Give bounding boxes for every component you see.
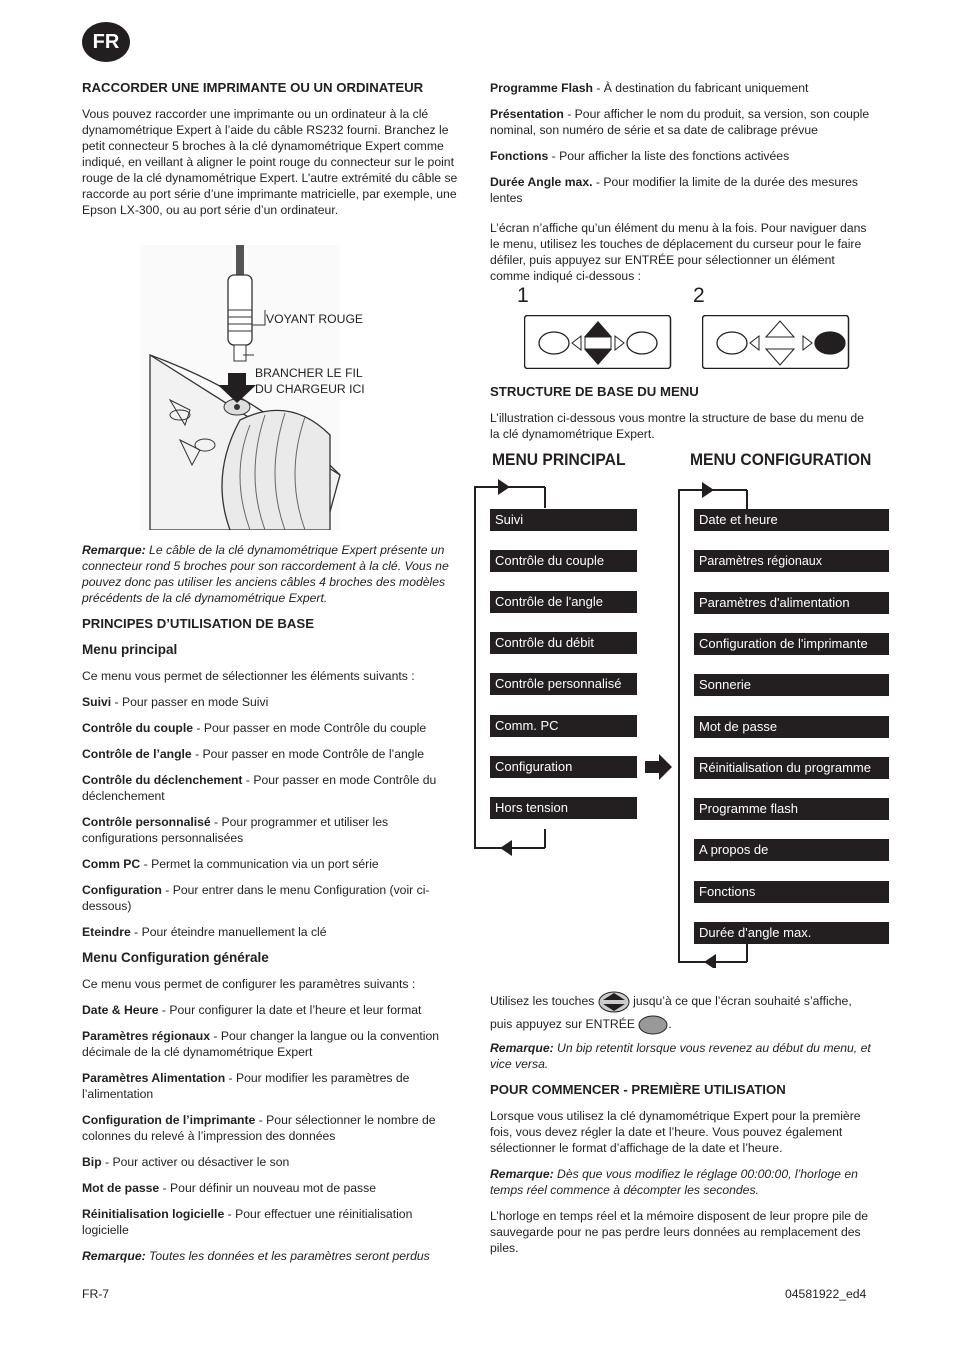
main-menu-item: Hors tension xyxy=(490,797,637,819)
note-label: Remarque: xyxy=(490,1167,554,1181)
main-item xyxy=(82,856,462,872)
menu-item-desc xyxy=(490,174,875,206)
right-column-top xyxy=(490,80,875,294)
desc: - Pour sélectionner le nombre de colonnes du relevé à l’impression des données xyxy=(82,1113,436,1143)
label-plug-cable-2: DU CHARGEUR ICI xyxy=(255,382,365,396)
desc: - Pour effectuer une réinitialisation logicielle xyxy=(82,1207,413,1237)
figure-number-1: 1 xyxy=(517,284,529,307)
desc: - Pour programmer et utiliser les configurations personnalisées xyxy=(82,815,389,845)
term: Contrôle de l’angle xyxy=(82,747,192,761)
note-text: Toutes les données et les paramètres seront perdus xyxy=(145,1249,430,1263)
term: Programme Flash xyxy=(490,81,593,95)
main-menu-item: Comm. PC xyxy=(490,715,637,737)
main-item xyxy=(82,746,462,762)
term: Contrôle du couple xyxy=(82,721,194,735)
press-enter-text: puis appuyez sur ENTRÉE xyxy=(490,1016,635,1031)
left-column xyxy=(82,80,462,228)
connect-intro: Vous pouvez raccorder une imprimante ou un ordinateur à la clé dynamométrique Expert à l’aide du câble RS232 fourni. Branchez le petit connecteur 5 broches à la clé dynamométrique Expert comme indiqué, en veillant à aligner le point rouge du connecteur sur le point rouge de la clé dynamométrique Expert. L’autre extrémité du câble se raccorde au port série d’une imprimante matricielle, par exemple, une Epson LX-300, ou au port série d’un ordinateur. xyxy=(82,107,458,217)
scroll-keys-icon xyxy=(598,991,630,1013)
config-menu-item: Durée d'angle max. xyxy=(694,922,889,944)
config-item xyxy=(82,1070,462,1102)
term: Fonctions xyxy=(490,149,549,163)
desc: - Pour changer la langue ou la convention décimale de la clé dynamométrique Expert xyxy=(82,1029,440,1059)
desc: - Pour afficher la liste des fonctions activées xyxy=(548,149,790,163)
term: Paramètres Alimentation xyxy=(82,1071,226,1085)
term: Bip xyxy=(82,1155,102,1169)
main-menu-intro: Ce menu vous permet de sélectionner les éléments suivants : xyxy=(82,669,415,683)
note-text: Le câble de la clé dynamométrique Expert présente un connecteur rond 5 broches pour son raccordement à la clé. Vous ne pouvez donc pas utiliser les anciens câbles 4 broches des modèles précédents de la clé dynamométrique Expert. xyxy=(82,543,449,605)
main-menu-item: Configuration xyxy=(490,756,637,778)
config-item xyxy=(82,1112,462,1144)
config-menu-item: Fonctions xyxy=(694,881,889,903)
subheading-main-menu: Menu principal xyxy=(82,642,178,657)
main-item xyxy=(82,694,462,710)
config-menu-item: Paramètres régionaux xyxy=(694,550,889,572)
config-item xyxy=(82,1154,462,1170)
heading-basic-principles: PRINCIPES D’UTILISATION DE BASE xyxy=(82,616,315,631)
use-keys-text: Utilisez les touches xyxy=(490,994,595,1008)
subheading-config-menu: Menu Configuration générale xyxy=(82,950,269,965)
note-clock xyxy=(490,1166,875,1198)
config-menu-item: A propos de xyxy=(694,839,889,861)
desc: - Pour activer ou désactiver le son xyxy=(101,1155,290,1169)
heading-connect: RACCORDER UNE IMPRIMANTE OU UN ORDINATEUR xyxy=(82,80,424,95)
nav-instructions: L’écran n’affiche qu’un élément du menu à la fois. Pour naviguer dans le menu, utilisez les touches de déplacement du curseur pour le faire défiler, puis appuyez sur ENTRÉE pour sélectionner un élément comme indiqué ci-dessous : xyxy=(490,221,867,283)
note-label: Remarque: xyxy=(82,1249,146,1263)
heading-getting-started: POUR COMMENCER - PREMIÈRE UTILISATION xyxy=(490,1082,786,1097)
term: Paramètres régionaux xyxy=(82,1029,211,1043)
term: Réinitialisation logicielle xyxy=(82,1207,225,1221)
keypad-scroll-figure xyxy=(524,315,672,369)
rtc-text: L’horloge en temps réel et la mémoire disposent de leur propre pile de sauvegarde pour ne pas perdre leurs données au remplacement des piles. xyxy=(490,1209,869,1255)
note-data-lost xyxy=(82,1248,462,1264)
main-item xyxy=(82,882,462,914)
main-menu-item: Contrôle du couple xyxy=(490,550,637,572)
main-menu-item: Contrôle personnalisé xyxy=(490,673,637,695)
config-item xyxy=(82,1206,462,1238)
menu-config-title: MENU CONFIGURATION xyxy=(690,450,872,469)
label-red-light: VOYANT ROUGE xyxy=(266,312,364,326)
page-number: FR-7 xyxy=(82,1287,110,1301)
config-item xyxy=(82,1180,462,1196)
main-menu-item: Suivi xyxy=(490,509,637,531)
note-cable xyxy=(82,542,462,606)
term: Comm PC xyxy=(82,857,141,871)
config-menu-item: Réinitialisation du programme xyxy=(694,757,889,779)
desc: - Pour passer en mode Contrôle du couple xyxy=(193,721,427,735)
term: Configuration de l’imprimante xyxy=(82,1113,256,1127)
menu-item-desc xyxy=(490,80,875,96)
note-label: Remarque: xyxy=(490,1041,554,1055)
heading-menu-structure: STRUCTURE DE BASE DU MENU xyxy=(490,384,699,399)
main-item xyxy=(82,814,462,846)
desc: - Pour définir un nouveau mot de passe xyxy=(159,1181,377,1195)
config-menu-item: Configuration de l'imprimante xyxy=(694,633,889,655)
desc: - Pour modifier les paramètres de l’alimentation xyxy=(82,1071,410,1101)
main-menu-item: Contrôle du débit xyxy=(490,632,637,654)
use-keys-text-2: jusqu’à ce que l’écran souhaité s’affiche, xyxy=(633,994,852,1008)
term: Configuration xyxy=(82,883,162,897)
desc: - Pour configurer la date et l’heure et leur format xyxy=(158,1003,422,1017)
term: Contrôle du déclenchement xyxy=(82,773,243,787)
term: Durée Angle max. xyxy=(490,175,593,189)
config-menu-intro: Ce menu vous permet de configurer les paramètres suivants : xyxy=(82,977,416,991)
document-code: 04581922_ed4 xyxy=(785,1287,867,1301)
desc: - À destination du fabricant uniquement xyxy=(592,81,809,95)
desc: - Pour passer en mode Suivi xyxy=(111,695,269,709)
desc: - Pour passer en mode Contrôle de l’angle xyxy=(191,747,425,761)
main-item xyxy=(82,720,462,736)
config-item xyxy=(82,1028,462,1060)
desc: - Pour passer en mode Contrôle du déclenchement xyxy=(82,773,437,803)
desc: - Pour afficher le nom du produit, sa version, son couple nominal, son numéro de série et sa date de calibrage prévue xyxy=(490,107,870,137)
scroll-instructions xyxy=(490,990,875,1036)
term: Date & Heure xyxy=(82,1003,159,1017)
term: Eteindre xyxy=(82,925,131,939)
term: Suivi xyxy=(82,695,112,709)
note-beep xyxy=(490,1040,875,1072)
desc: - Pour modifier la limite de la durée des mesures lentes xyxy=(490,175,859,205)
note-text: Un bip retentit lorsque vous revenez au début du menu, et vice versa. xyxy=(490,1041,871,1071)
enter-key-icon xyxy=(638,1014,668,1036)
menu-structure-text: L’illustration ci-dessous vous montre la structure de base du menu de la clé dynamométrique Expert. xyxy=(490,411,864,441)
right-column-bottom xyxy=(490,1040,875,1266)
note-label: Remarque: xyxy=(82,543,146,557)
config-menu-item: Sonnerie xyxy=(694,674,889,696)
term: Présentation xyxy=(490,107,564,121)
menu-principal-title: MENU PRINCIPAL xyxy=(492,450,626,469)
label-plug-cable-1: BRANCHER LE FIL xyxy=(255,366,363,380)
keypad-enter-figure xyxy=(702,315,850,369)
left-column-lower xyxy=(82,542,462,1274)
config-menu-item: Date et heure xyxy=(694,509,889,531)
config-menu-item: Mot de passe xyxy=(694,716,889,738)
config-menu-item: Paramètres d'alimentation xyxy=(694,592,889,614)
menu-item-desc xyxy=(490,148,875,164)
main-item xyxy=(82,924,462,940)
figure-number-2: 2 xyxy=(693,284,705,307)
term: Contrôle personnalisé xyxy=(82,815,211,829)
note-text: Dès que vous modifiez le réglage 00:00:00, l’horloge en temps réel commence à décompter les secondes. xyxy=(490,1167,858,1197)
language-badge: FR xyxy=(82,22,130,62)
desc: - Permet la communication via un port série xyxy=(140,857,379,871)
menu-item-desc xyxy=(490,106,875,138)
config-menu-item: Programme flash xyxy=(694,798,889,820)
period: . xyxy=(668,1016,672,1031)
main-item xyxy=(82,772,462,804)
desc: - Pour éteindre manuellement la clé xyxy=(130,925,327,939)
main-menu-item: Contrôle de l'angle xyxy=(490,591,637,613)
term: Mot de passe xyxy=(82,1181,160,1195)
getting-started-text: Lorsque vous utilisez la clé dynamométrique Expert pour la première fois, vous devez régler la date et l’heure. Vous pouvez également sélectionner le format d’affichage de la date et l’heure. xyxy=(490,1109,861,1155)
menu-structure-section xyxy=(490,384,875,452)
desc: - Pour entrer dans le menu Configuration (voir ci-dessous) xyxy=(82,883,430,913)
config-item xyxy=(82,1002,462,1018)
